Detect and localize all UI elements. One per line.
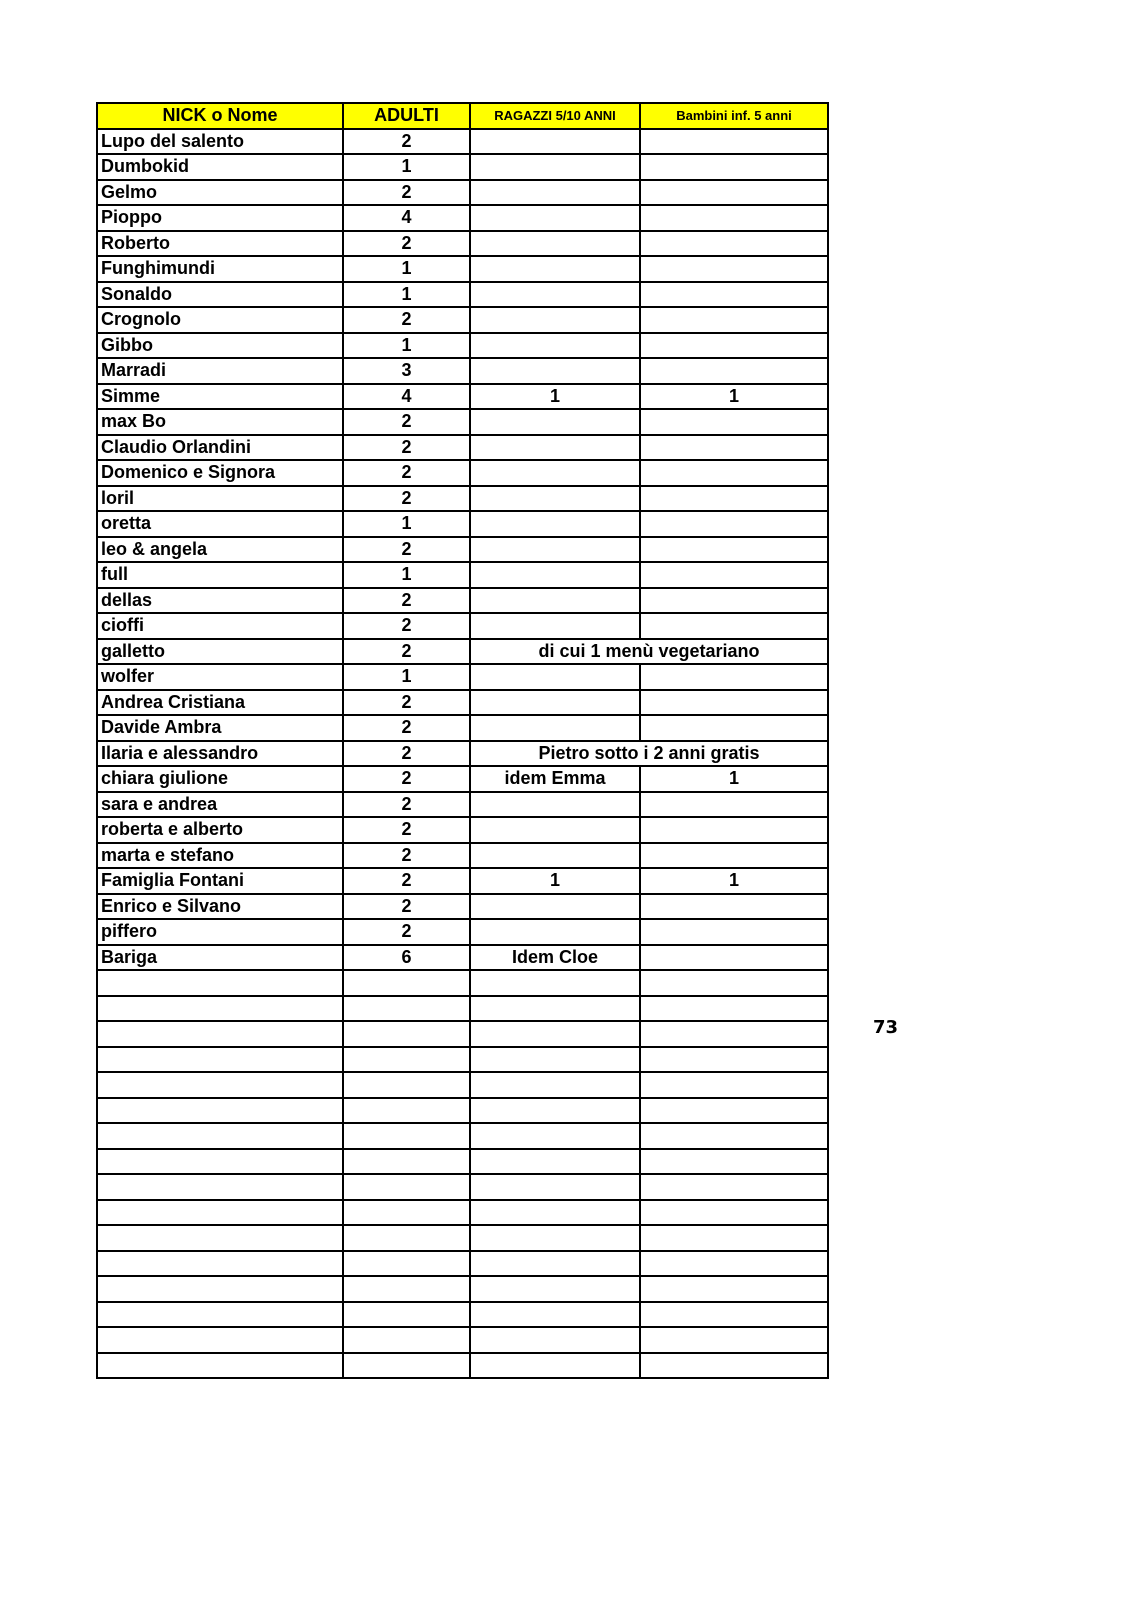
guest-name: marta e stefano: [97, 843, 343, 869]
empty-cell: [343, 1302, 470, 1328]
empty-cell: [343, 1047, 470, 1073]
adulti-count: 2: [343, 690, 470, 716]
table-row: [97, 205, 828, 231]
empty-row: [97, 1327, 828, 1353]
ragazzi-count: idem Emma: [470, 766, 640, 792]
empty-row: [97, 1225, 828, 1251]
header-row: [97, 103, 828, 129]
empty-cell: [97, 1200, 343, 1226]
guest-name: Enrico e Silvano: [97, 894, 343, 920]
table-row: [97, 919, 828, 945]
ragazzi-count: [470, 180, 640, 206]
adulti-count: 4: [343, 205, 470, 231]
empty-cell: [97, 1225, 343, 1251]
empty-cell: [343, 970, 470, 996]
ragazzi-count: [470, 792, 640, 818]
bambini-count: [640, 945, 828, 971]
empty-cell: [470, 1353, 640, 1379]
adulti-count: 1: [343, 282, 470, 308]
empty-cell: [343, 1200, 470, 1226]
guest-name: chiara giulione: [97, 766, 343, 792]
empty-cell: [470, 1047, 640, 1073]
empty-row: [97, 1276, 828, 1302]
empty-row: [97, 1072, 828, 1098]
empty-cell: [640, 1200, 828, 1226]
empty-cell: [97, 1021, 343, 1047]
table-row: [97, 664, 828, 690]
ragazzi-count: [470, 613, 640, 639]
empty-row: [97, 970, 828, 996]
ragazzi-count: [470, 919, 640, 945]
bambini-count: [640, 664, 828, 690]
header-nick: NICK o Nome: [97, 103, 343, 129]
table-row: [97, 817, 828, 843]
empty-cell: [97, 970, 343, 996]
adulti-count: 2: [343, 409, 470, 435]
bambini-count: [640, 537, 828, 563]
bambini-count: [640, 307, 828, 333]
empty-cell: [97, 1047, 343, 1073]
ragazzi-count: [470, 715, 640, 741]
adulti-count: 2: [343, 460, 470, 486]
bambini-count: [640, 358, 828, 384]
empty-cell: [640, 1047, 828, 1073]
guest-name: Funghimundi: [97, 256, 343, 282]
table-row: [97, 180, 828, 206]
guest-name: max Bo: [97, 409, 343, 435]
bambini-count: [640, 511, 828, 537]
empty-cell: [97, 1123, 343, 1149]
table-row: [97, 409, 828, 435]
ragazzi-count: Idem Cloe: [470, 945, 640, 971]
table-row: [97, 154, 828, 180]
table-row: [97, 766, 828, 792]
table-row: [97, 435, 828, 461]
bambini-count: [640, 894, 828, 920]
table-row: [97, 562, 828, 588]
empty-cell: [343, 1174, 470, 1200]
ragazzi-count: [470, 358, 640, 384]
adulti-count: 2: [343, 231, 470, 257]
empty-row: [97, 1021, 828, 1047]
empty-cell: [97, 996, 343, 1022]
guest-name: Bariga: [97, 945, 343, 971]
empty-cell: [470, 1327, 640, 1353]
row-note: Pietro sotto i 2 anni gratis: [470, 741, 828, 767]
table-row: [97, 792, 828, 818]
guest-name: Pioppo: [97, 205, 343, 231]
empty-cell: [640, 1353, 828, 1379]
bambini-count: [640, 154, 828, 180]
guest-name: Gelmo: [97, 180, 343, 206]
empty-cell: [640, 996, 828, 1022]
guest-name: wolfer: [97, 664, 343, 690]
bambini-count: [640, 613, 828, 639]
guest-name: galletto: [97, 639, 343, 665]
empty-cell: [343, 1149, 470, 1175]
ragazzi-count: [470, 154, 640, 180]
empty-cell: [343, 1072, 470, 1098]
empty-row: [97, 1098, 828, 1124]
ragazzi-count: [470, 435, 640, 461]
empty-cell: [640, 970, 828, 996]
header-ragazzi: RAGAZZI 5/10 ANNI: [470, 103, 640, 129]
ragazzi-count: [470, 486, 640, 512]
guest-name: Lupo del salento: [97, 129, 343, 155]
guest-name: Gibbo: [97, 333, 343, 359]
adulti-count: 2: [343, 129, 470, 155]
ragazzi-count: [470, 817, 640, 843]
ragazzi-count: [470, 537, 640, 563]
adulti-count: 2: [343, 435, 470, 461]
guest-name: Dumbokid: [97, 154, 343, 180]
adulti-count: 2: [343, 639, 470, 665]
bambini-count: [640, 792, 828, 818]
bambini-count: [640, 919, 828, 945]
adulti-count: 1: [343, 154, 470, 180]
table-body: [97, 129, 828, 1379]
empty-cell: [97, 1276, 343, 1302]
ragazzi-count: [470, 409, 640, 435]
adulti-count: 1: [343, 664, 470, 690]
adulti-count: 1: [343, 511, 470, 537]
ragazzi-count: [470, 129, 640, 155]
table-row: [97, 894, 828, 920]
adulti-count: 2: [343, 919, 470, 945]
empty-cell: [640, 1225, 828, 1251]
bambini-count: [640, 588, 828, 614]
adulti-count: 1: [343, 562, 470, 588]
empty-cell: [97, 1149, 343, 1175]
empty-cell: [470, 1200, 640, 1226]
empty-cell: [97, 1353, 343, 1379]
guest-name: Davide Ambra: [97, 715, 343, 741]
adulti-count: 2: [343, 613, 470, 639]
empty-cell: [470, 970, 640, 996]
empty-cell: [343, 1276, 470, 1302]
guest-name: cioffi: [97, 613, 343, 639]
guest-name: Domenico e Signora: [97, 460, 343, 486]
table-row: [97, 639, 828, 665]
adulti-count: 2: [343, 715, 470, 741]
empty-cell: [343, 1353, 470, 1379]
guest-name: Crognolo: [97, 307, 343, 333]
ragazzi-count: [470, 511, 640, 537]
table-row: [97, 333, 828, 359]
empty-cell: [640, 1302, 828, 1328]
ragazzi-count: [470, 460, 640, 486]
bambini-count: [640, 460, 828, 486]
bambini-count: [640, 180, 828, 206]
empty-cell: [640, 1123, 828, 1149]
empty-row: [97, 1149, 828, 1175]
ragazzi-count: [470, 205, 640, 231]
empty-row: [97, 1353, 828, 1379]
guest-name: Marradi: [97, 358, 343, 384]
table-row: [97, 231, 828, 257]
guest-name: Famiglia Fontani: [97, 868, 343, 894]
bambini-count: [640, 817, 828, 843]
guest-name: piffero: [97, 919, 343, 945]
bambini-count: [640, 205, 828, 231]
empty-cell: [97, 1174, 343, 1200]
adulti-count: 2: [343, 180, 470, 206]
guest-name: sara e andrea: [97, 792, 343, 818]
table-row: [97, 358, 828, 384]
ragazzi-count: [470, 333, 640, 359]
adulti-count: 1: [343, 333, 470, 359]
empty-row: [97, 1302, 828, 1328]
bambini-count: 1: [640, 766, 828, 792]
empty-cell: [640, 1098, 828, 1124]
empty-cell: [470, 1174, 640, 1200]
empty-row: [97, 1174, 828, 1200]
empty-cell: [640, 1174, 828, 1200]
table-row: [97, 613, 828, 639]
guest-name: oretta: [97, 511, 343, 537]
ragazzi-count: [470, 843, 640, 869]
ragazzi-count: [470, 588, 640, 614]
bambini-count: [640, 409, 828, 435]
ragazzi-count: [470, 690, 640, 716]
bambini-count: [640, 282, 828, 308]
empty-cell: [343, 1098, 470, 1124]
empty-cell: [97, 1251, 343, 1277]
empty-cell: [470, 1021, 640, 1047]
bambini-count: [640, 486, 828, 512]
table-row: [97, 945, 828, 971]
empty-cell: [470, 1123, 640, 1149]
adulti-count: 2: [343, 843, 470, 869]
empty-cell: [470, 1251, 640, 1277]
adulti-count: 2: [343, 766, 470, 792]
row-note: di cui 1 menù vegetariano: [470, 639, 828, 665]
table-row: [97, 868, 828, 894]
empty-cell: [470, 1225, 640, 1251]
adulti-count: 2: [343, 486, 470, 512]
bambini-count: 1: [640, 384, 828, 410]
guest-name: leo & angela: [97, 537, 343, 563]
adulti-count: 6: [343, 945, 470, 971]
bambini-count: [640, 843, 828, 869]
table-row: [97, 307, 828, 333]
empty-cell: [470, 1302, 640, 1328]
empty-cell: [640, 1251, 828, 1277]
empty-row: [97, 1123, 828, 1149]
guest-name: dellas: [97, 588, 343, 614]
empty-cell: [470, 1072, 640, 1098]
ragazzi-count: [470, 664, 640, 690]
adulti-count: 2: [343, 537, 470, 563]
ragazzi-count: 1: [470, 384, 640, 410]
empty-cell: [97, 1098, 343, 1124]
ragazzi-count: [470, 282, 640, 308]
empty-row: [97, 1047, 828, 1073]
empty-cell: [97, 1072, 343, 1098]
empty-cell: [343, 1327, 470, 1353]
table-row: [97, 256, 828, 282]
bambini-count: [640, 435, 828, 461]
table-row: [97, 384, 828, 410]
bambini-count: [640, 690, 828, 716]
table-row: [97, 715, 828, 741]
empty-cell: [640, 1149, 828, 1175]
guest-name: roberta e alberto: [97, 817, 343, 843]
adulti-count: 2: [343, 307, 470, 333]
table-row: [97, 537, 828, 563]
empty-cell: [343, 1021, 470, 1047]
guest-table: [96, 102, 829, 1379]
adulti-count: 3: [343, 358, 470, 384]
ragazzi-count: [470, 231, 640, 257]
table-row: [97, 282, 828, 308]
table-row: [97, 690, 828, 716]
empty-cell: [97, 1327, 343, 1353]
table-row: [97, 460, 828, 486]
guest-name: Sonaldo: [97, 282, 343, 308]
empty-row: [97, 1251, 828, 1277]
empty-row: [97, 996, 828, 1022]
bambini-count: [640, 333, 828, 359]
guest-name: loril: [97, 486, 343, 512]
table-row: [97, 129, 828, 155]
empty-cell: [470, 1276, 640, 1302]
adulti-count: 2: [343, 894, 470, 920]
guest-name: Ilaria e alessandro: [97, 741, 343, 767]
adulti-count: 2: [343, 588, 470, 614]
header-adulti: ADULTI: [343, 103, 470, 129]
guest-name: Claudio Orlandini: [97, 435, 343, 461]
guest-name: full: [97, 562, 343, 588]
adulti-count: 2: [343, 868, 470, 894]
table-row: [97, 486, 828, 512]
ragazzi-count: [470, 256, 640, 282]
table-row: [97, 511, 828, 537]
adulti-count: 2: [343, 741, 470, 767]
table-row: [97, 741, 828, 767]
empty-cell: [343, 1251, 470, 1277]
bambini-count: [640, 562, 828, 588]
guest-name: Andrea Cristiana: [97, 690, 343, 716]
table-row: [97, 588, 828, 614]
bambini-count: [640, 256, 828, 282]
adulti-count: 1: [343, 256, 470, 282]
total-count: 73: [873, 1017, 899, 1038]
empty-cell: [470, 1098, 640, 1124]
bambini-count: 1: [640, 868, 828, 894]
empty-cell: [343, 996, 470, 1022]
bambini-count: [640, 129, 828, 155]
empty-cell: [640, 1327, 828, 1353]
guest-name: Roberto: [97, 231, 343, 257]
bambini-count: [640, 715, 828, 741]
empty-cell: [470, 996, 640, 1022]
ragazzi-count: [470, 894, 640, 920]
bambini-count: [640, 231, 828, 257]
empty-cell: [97, 1302, 343, 1328]
adulti-count: 4: [343, 384, 470, 410]
table-row: [97, 843, 828, 869]
header-bambini: Bambini inf. 5 anni: [640, 103, 828, 129]
ragazzi-count: [470, 562, 640, 588]
ragazzi-count: 1: [470, 868, 640, 894]
ragazzi-count: [470, 307, 640, 333]
empty-row: [97, 1200, 828, 1226]
adulti-count: 2: [343, 792, 470, 818]
empty-cell: [343, 1225, 470, 1251]
empty-cell: [640, 1072, 828, 1098]
adulti-count: 2: [343, 817, 470, 843]
empty-cell: [343, 1123, 470, 1149]
empty-cell: [640, 1021, 828, 1047]
empty-cell: [640, 1276, 828, 1302]
guest-name: Simme: [97, 384, 343, 410]
empty-cell: [470, 1149, 640, 1175]
